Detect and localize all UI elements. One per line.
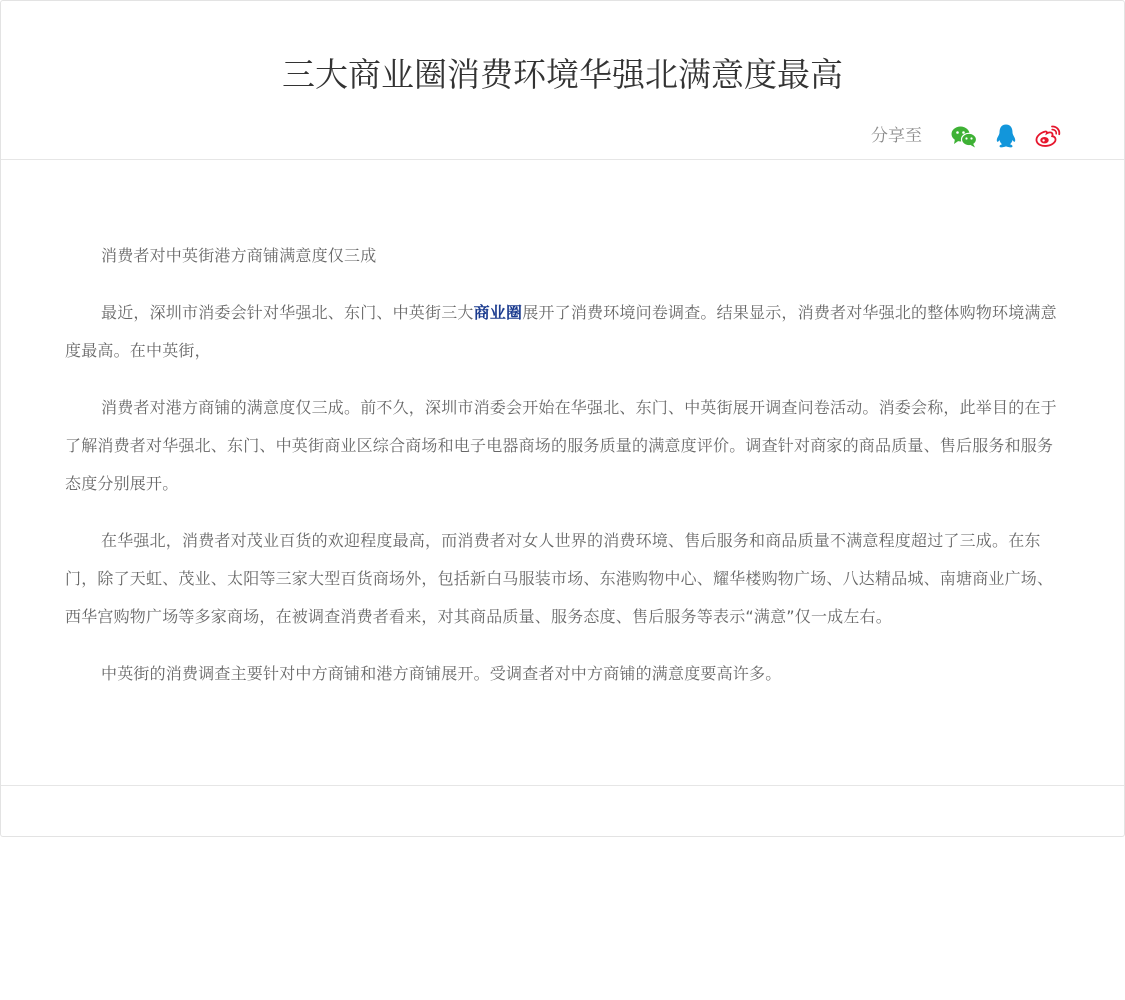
wechat-icon[interactable] (950, 123, 978, 149)
paragraph: 在华强北，消费者对茂业百货的欢迎程度最高，而消费者对女人世界的消费环境、售后服务和商品质量不满意程度超过了三成。在东门，除了天虹、茂业、太阳等三家大型百货商场外，包括新白马服装市场、东港购物中心、耀华楼购物广场、八达精品城、南塘商业广场、西华宫购物广场等多家商场，在被调查消费者看来，对其商品质量、服务态度、售后服务等表示“满意”仅一成左右。 (65, 531, 1054, 626)
article-header (1, 1, 1124, 160)
paragraph-text: 展开了消费环境问卷调查。结果显示，消费者对华强北的整体购物环境满意度最高。在中英街， (65, 303, 1057, 360)
article-footer-divider (1, 785, 1124, 786)
share-bar (871, 121, 1062, 151)
article-title: 三大商业圈消费环境华强北满意度最高 (282, 55, 843, 94)
business-district-link[interactable]: 商业圈 (473, 303, 523, 322)
paragraph: 中英街的消费调查主要针对中方商铺和港方商铺展开。受调查者对中方商铺的满意度要高许多。 (101, 664, 782, 683)
weibo-icon[interactable] (1034, 123, 1062, 149)
qq-icon[interactable] (992, 123, 1020, 149)
article-body (65, 237, 1057, 712)
paragraph: 消费者对港方商铺的满意度仅三成。前不久，深圳市消委会开始在华强北、东门、中英街展开调查问卷活动。消委会称，此举目的在于了解消费者对华强北、东门、中英街商业区综合商场和电子电器商场的服务质量的满意度评价。调查针对商家的商品质量、售后服务和服务态度分别展开。 (65, 398, 1057, 493)
share-label: 分享至 (871, 126, 922, 146)
paragraph-text: 最近，深圳市消委会针对华强北、东门、中英街三大 (101, 303, 474, 322)
paragraph: 消费者对中英街港方商铺满意度仅三成 (101, 246, 377, 265)
paragraph (65, 294, 1057, 370)
